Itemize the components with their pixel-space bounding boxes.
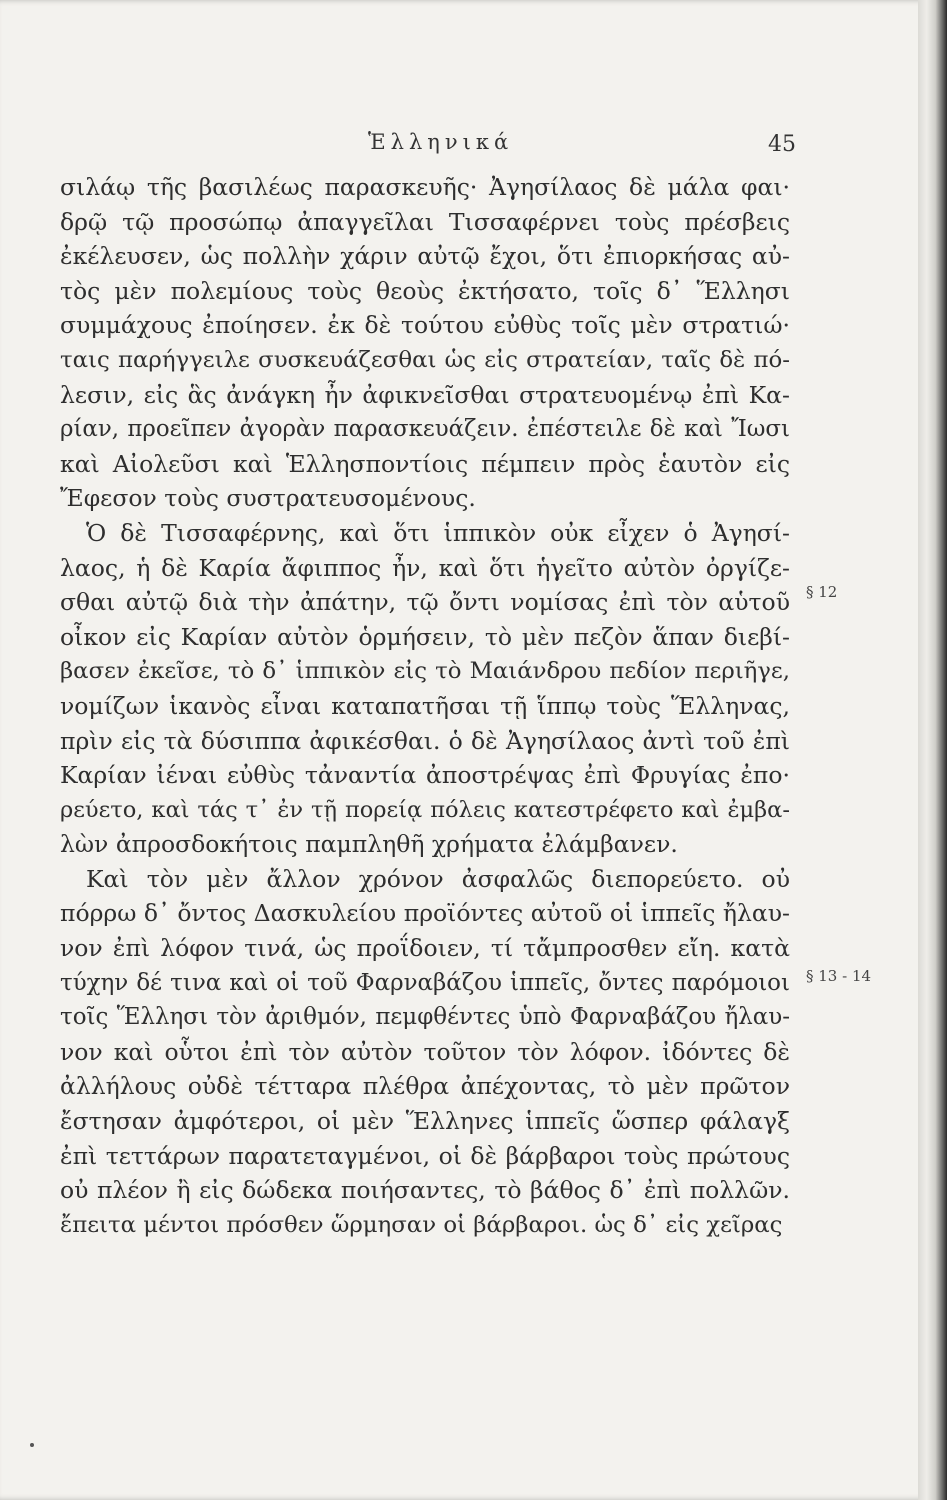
text-line: Καρίαν ἰέναι εὐθὺς τἀναντία ἀποστρέψας ἐπὶ Φρυγίας ἐπο·: [60, 761, 790, 790]
page-edge: [918, 0, 947, 1500]
running-head: [0, 118, 930, 168]
text-line: νον ἐπὶ λόφον τινά, ὡς προΐδοιεν, τί τἄμπροσθεν εἴη. κατὰ: [60, 934, 790, 963]
text-line: ἐκέλευσεν, ὡς πολλὴν χάριν αὐτῷ ἔχοι, ὅτι ἐπιορκήσας αὐ-: [60, 242, 790, 271]
text-line: νον καὶ οὗτοι ἐπὶ τὸν αὐτὸν τοῦτον τὸν λόφον. ἰδόντες δὲ: [60, 1037, 790, 1066]
text-line: Ἔφεσον τοὺς συστρατευσομένους.: [60, 484, 476, 513]
text-line: ἔστησαν ἀμφότεροι, οἱ μὲν Ἕλληνες ἱππεῖς ὥσπερ φάλαγξ: [60, 1107, 790, 1136]
text-line: συμμάχους ἐποίησεν. ἐκ δὲ τούτου εὐθὺς τοῖς μὲν στρατιώ·: [60, 311, 790, 340]
text-line: δρῷ τῷ προσώπῳ ἀπαγγεῖλαι Τισσαφέρνει τοὺς πρέσβεις: [60, 207, 790, 236]
running-title: Ἑλληνικά: [368, 130, 514, 154]
text-line: λαος, ἡ δὲ Καρία ἄφιππος ἦν, καὶ ὅτι ἡγεῖτο αὐτὸν ὀργίζε-: [60, 553, 790, 582]
text-line: πόρρω δ᾽ ὄντος Δασκυλείου προϊόντες αὐτοῦ οἱ ἱππεῖς ἤλαυ-: [60, 899, 790, 928]
text-line: σθαι αὐτῷ διὰ τὴν ἀπάτην, τῷ ὄντι νομίσας ἐπὶ τὸν αὑτοῦ: [60, 588, 790, 617]
margin-note-section-12: § 12: [806, 583, 838, 601]
text-line: ρεύετο, καὶ τάς τ᾽ ἐν τῇ πορείᾳ πόλεις κατεστρέφετο καὶ ἐμβα-: [60, 796, 790, 823]
text-line: τὸς μὲν πολεμίους τοὺς θεοὺς ἐκτήσατο, τοῖς δ᾽ Ἕλλησι: [60, 276, 790, 305]
text-line: λεσιν, εἰς ἃς ἀνάγκη ἦν ἀφικνεῖσθαι στρατευομένῳ ἐπὶ Κα-: [60, 380, 790, 409]
text-line: Ὁ δὲ Τισσαφέρνης, καὶ ὅτι ἱππικὸν οὐκ εἶχεν ὁ Ἀγησί-: [86, 518, 790, 547]
text-line: βασεν ἐκεῖσε, τὸ δ᾽ ἱππικὸν εἰς τὸ Μαιάνδρου πεδίον περιῆγε,: [60, 658, 790, 685]
text-line: σιλάῳ τῆς βασιλέως παρασκευῆς· Ἀγησίλαος δὲ μάλα φαι·: [60, 173, 790, 201]
text-line: ταις παρήγγειλε συσκευάζεσθαι ὡς εἰς στρατείαν, ταῖς δὲ πό-: [60, 346, 790, 373]
page-number: 45: [768, 132, 796, 157]
margin-note-section-13-14: § 13 - 14: [806, 967, 872, 985]
text-line: οὐ πλέον ἢ εἰς δώδεκα ποιήσαντες, τὸ βάθος δ᾽ ἐπὶ πολλῶν.: [60, 1176, 790, 1205]
text-line: ρίαν, προεῖπεν ἀγορὰν παρασκευάζειν. ἐπέστειλε δὲ καὶ Ἴωσι: [60, 416, 790, 443]
text-line: τοῖς Ἕλλησι τὸν ἀριθμόν, πεμφθέντες ὑπὸ Φαρναβάζου ἤλαυ-: [60, 1004, 790, 1031]
text-line: οἶκον εἰς Καρίαν αὐτὸν ὁρμήσειν, τὸ μὲν πεζὸν ἅπαν διεβί-: [60, 622, 790, 651]
text-line: νομίζων ἱκανὸς εἶναι καταπατῆσαι τῇ ἵππῳ τοὺς Ἕλληνας,: [60, 691, 790, 720]
text-line: ἐπὶ τεττάρων παρατεταγμένοι, οἱ δὲ βάρβαροι τοὺς πρώτους: [60, 1141, 790, 1170]
body-text: [60, 170, 790, 1242]
text-line: ἀλλήλους οὐδὲ τέτταρα πλέθρα ἀπέχοντας, τὸ μὲν πρῶτον: [60, 1072, 790, 1101]
text-line: Καὶ τὸν μὲν ἄλλον χρόνον ἀσφαλῶς διεπορεύετο. οὐ: [86, 864, 790, 893]
text-line: καὶ Αἰολεῦσι καὶ Ἑλλησποντίοις πέμπειν πρὸς ἑαυτὸν εἰς: [60, 449, 790, 478]
text-line: ἔπειτα μέντοι πρόσθεν ὥρμησαν οἱ βάρβαροι. ὡς δ᾽ εἰς χεῖρας: [60, 1211, 783, 1238]
page-mark: [30, 1443, 34, 1447]
text-line: τύχην δέ τινα καὶ οἱ τοῦ Φαρναβάζου ἱππεῖς, ὄντες παρόμοιοι: [60, 969, 790, 996]
text-line: πρὶν εἰς τὰ δύσιππα ἀφικέσθαι. ὁ δὲ Ἀγησίλαος ἀντὶ τοῦ ἐπὶ: [60, 726, 790, 755]
text-line: λὼν ἀπροσδοκήτοις παμπληθῆ χρήματα ἐλάμβανεν.: [60, 830, 678, 859]
